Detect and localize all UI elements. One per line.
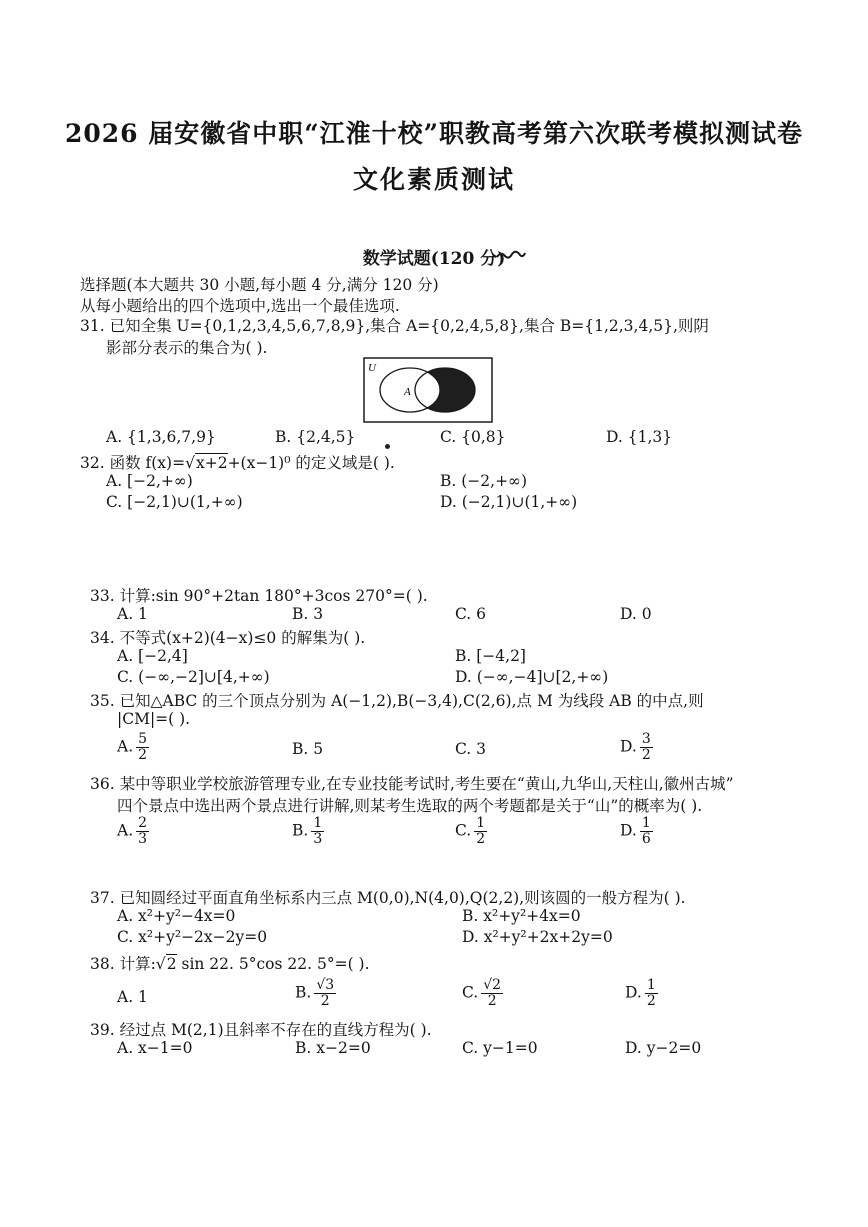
q35-a-denominator: 2 — [138, 747, 148, 763]
q32-option-a[interactable]: A. [−2,+∞) — [106, 472, 193, 490]
q33-stem: 33. 计算:sin 90°+2tan 180°+3cos 270°=( ). — [90, 587, 428, 605]
q35-option-a-label: A. — [117, 737, 134, 756]
q37-option-c[interactable]: C. x²+y²−2x−2y=0 — [117, 928, 268, 946]
q36-b-denominator: 3 — [313, 831, 323, 847]
q39-option-b[interactable]: B. x−2=0 — [295, 1039, 371, 1057]
q31-option-c[interactable]: C. {0,8} — [440, 428, 506, 446]
q36-option-c-label: C. — [455, 821, 472, 840]
q39-option-d[interactable]: D. y−2=0 — [625, 1039, 702, 1057]
q34-option-d[interactable]: D. (−∞,−4]∪[2,+∞) — [455, 668, 609, 686]
q38-option-b-label: B. — [295, 983, 312, 1002]
q35-stem-line-1: 35. 已知△ABC 的三个顶点分别为 A(−1,2),B(−3,4),C(2,6),点 M 为线段 AB 的中点,则 — [90, 692, 704, 710]
q39-option-c[interactable]: C. y−1=0 — [462, 1039, 538, 1057]
q31-option-b[interactable]: B. {2,4,5} — [275, 428, 356, 446]
q36-a-denominator: 3 — [138, 831, 148, 847]
q31-option-a[interactable]: A. {1,3,6,7,9} — [106, 428, 216, 446]
instructions-line-2: 从每小题给出的四个选项中,选出一个最佳选项. — [80, 297, 400, 315]
q38-c-numerator: √2 — [483, 977, 502, 993]
q35-option-d-label: D. — [620, 737, 637, 756]
ink-dot — [385, 444, 390, 449]
q35-option-c[interactable]: C. 3 — [455, 740, 487, 758]
q36-option-d[interactable] — [620, 816, 653, 847]
q31-option-d[interactable]: D. {1,3} — [606, 428, 673, 446]
q38-stem-pre: 38. 计算:√ — [90, 955, 166, 973]
q33-option-b[interactable]: B. 3 — [292, 605, 324, 623]
q34-option-b[interactable]: B. [−4,2] — [455, 647, 526, 665]
q34-option-a[interactable]: A. [−2,4] — [117, 647, 188, 665]
q35-d-numerator: 3 — [641, 731, 651, 747]
q35-option-a[interactable] — [117, 732, 149, 763]
q36-stem-line-1: 36. 某中等职业学校旅游管理专业,在专业技能考试时,考生要在“黄山,九华山,天柱山,徽州古城” — [90, 775, 734, 793]
q36-option-a-label: A. — [117, 821, 134, 840]
instructions-line-1: 选择题(本大题共 30 小题,每小题 4 分,满分 120 分) — [80, 276, 439, 294]
q38-option-d[interactable] — [625, 978, 658, 1009]
exam-subtitle: 文化素质测试 — [352, 165, 515, 194]
q36-stem-line-2: 四个景点中选出两个景点进行讲解,则某考生选取的两个考题都是关于“山”的概率为( ). — [117, 797, 703, 815]
q38-option-c[interactable] — [462, 978, 503, 1009]
q38-d-numerator: 1 — [646, 977, 656, 993]
q36-option-c[interactable] — [455, 816, 487, 847]
q32-stem-post: +(x−1)⁰ 的定义域是( ). — [227, 454, 395, 472]
q38-option-d-label: D. — [625, 983, 642, 1002]
q36-option-d-label: D. — [620, 821, 637, 840]
q32-stem-pre: 32. 函数 f(x)= — [80, 454, 186, 472]
exam-title: 2026 届安徽省中职“江淮十校”职教高考第六次联考模拟测试卷 — [64, 119, 804, 148]
q35-d-denominator: 2 — [641, 747, 651, 763]
q37-option-b[interactable]: B. x²+y²+4x=0 — [462, 907, 581, 925]
q31-stem-line-2: 影部分表示的集合为( ). — [106, 339, 268, 357]
q38-c-denominator: 2 — [487, 993, 497, 1009]
q35-stem-line-2: |CM|=( ). — [117, 710, 191, 728]
q39-option-a[interactable]: A. x−1=0 — [117, 1039, 193, 1057]
q35-option-d[interactable] — [620, 732, 653, 763]
q33-option-d[interactable]: D. 0 — [620, 605, 652, 623]
q38-b-denominator: 2 — [320, 993, 330, 1009]
q34-option-c[interactable]: C. (−∞,−2]∪[4,+∞) — [117, 668, 270, 686]
q38-stem-post: sin 22. 5°cos 22. 5°=( ). — [176, 955, 370, 973]
q34-stem: 34. 不等式(x+2)(4−x)≤0 的解集为( ). — [90, 629, 366, 647]
q36-a-numerator: 2 — [138, 815, 148, 831]
q39-stem: 39. 经过点 M(2,1)且斜率不存在的直线方程为( ). — [90, 1021, 432, 1039]
q38-radicand: 2 — [166, 955, 177, 973]
q36-option-a[interactable] — [117, 816, 149, 847]
q38-d-denominator: 2 — [646, 993, 656, 1009]
venn-set-a-label: A — [404, 386, 411, 398]
pen-squiggle-mark — [496, 249, 526, 261]
q36-d-numerator: 1 — [641, 815, 651, 831]
q33-option-a[interactable]: A. 1 — [117, 605, 148, 623]
q38-option-a[interactable]: A. 1 — [117, 988, 148, 1006]
q36-d-denominator: 6 — [641, 831, 651, 847]
q36-b-numerator: 1 — [313, 815, 323, 831]
q33-option-c[interactable]: C. 6 — [455, 605, 487, 623]
q32-radicand: x+2 — [195, 454, 228, 472]
q38-option-b[interactable] — [295, 978, 336, 1009]
q38-stem — [90, 952, 370, 974]
q38-b-numerator: √3 — [316, 977, 335, 993]
q38-option-c-label: C. — [462, 983, 479, 1002]
q36-option-b-label: B. — [292, 821, 309, 840]
q37-stem: 37. 已知圆经过平面直角坐标系内三点 M(0,0),N(4,0),Q(2,2),则该圆的一般方程为( ). — [90, 889, 686, 907]
venn-universe-label: U — [368, 362, 376, 374]
q37-option-a[interactable]: A. x²+y²−4x=0 — [117, 907, 236, 925]
q36-c-numerator: 1 — [476, 815, 486, 831]
q37-option-d[interactable]: D. x²+y²+2x+2y=0 — [462, 928, 613, 946]
q31-stem-line-1: 31. 已知全集 U={0,1,2,3,4,5,6,7,8,9},集合 A={0,2,4,5,8},集合 B={1,2,3,4,5},则阴 — [80, 317, 709, 335]
q32-option-d[interactable]: D. (−2,1)∪(1,+∞) — [440, 493, 578, 511]
q36-option-b[interactable] — [292, 816, 324, 847]
q32-option-c[interactable]: C. [−2,1)∪(1,+∞) — [106, 493, 243, 511]
q32-stem: 32. 函数 f(x)=√x+2+(x−1)⁰ 的定义域是( ). — [80, 454, 395, 472]
q35-a-numerator: 5 — [138, 731, 148, 747]
q36-c-denominator: 2 — [476, 831, 486, 847]
venn-diagram — [363, 357, 493, 423]
section-title: 数学试题(120 分) — [362, 249, 506, 269]
q32-option-b[interactable]: B. (−2,+∞) — [440, 472, 528, 490]
q35-option-b[interactable]: B. 5 — [292, 740, 324, 758]
